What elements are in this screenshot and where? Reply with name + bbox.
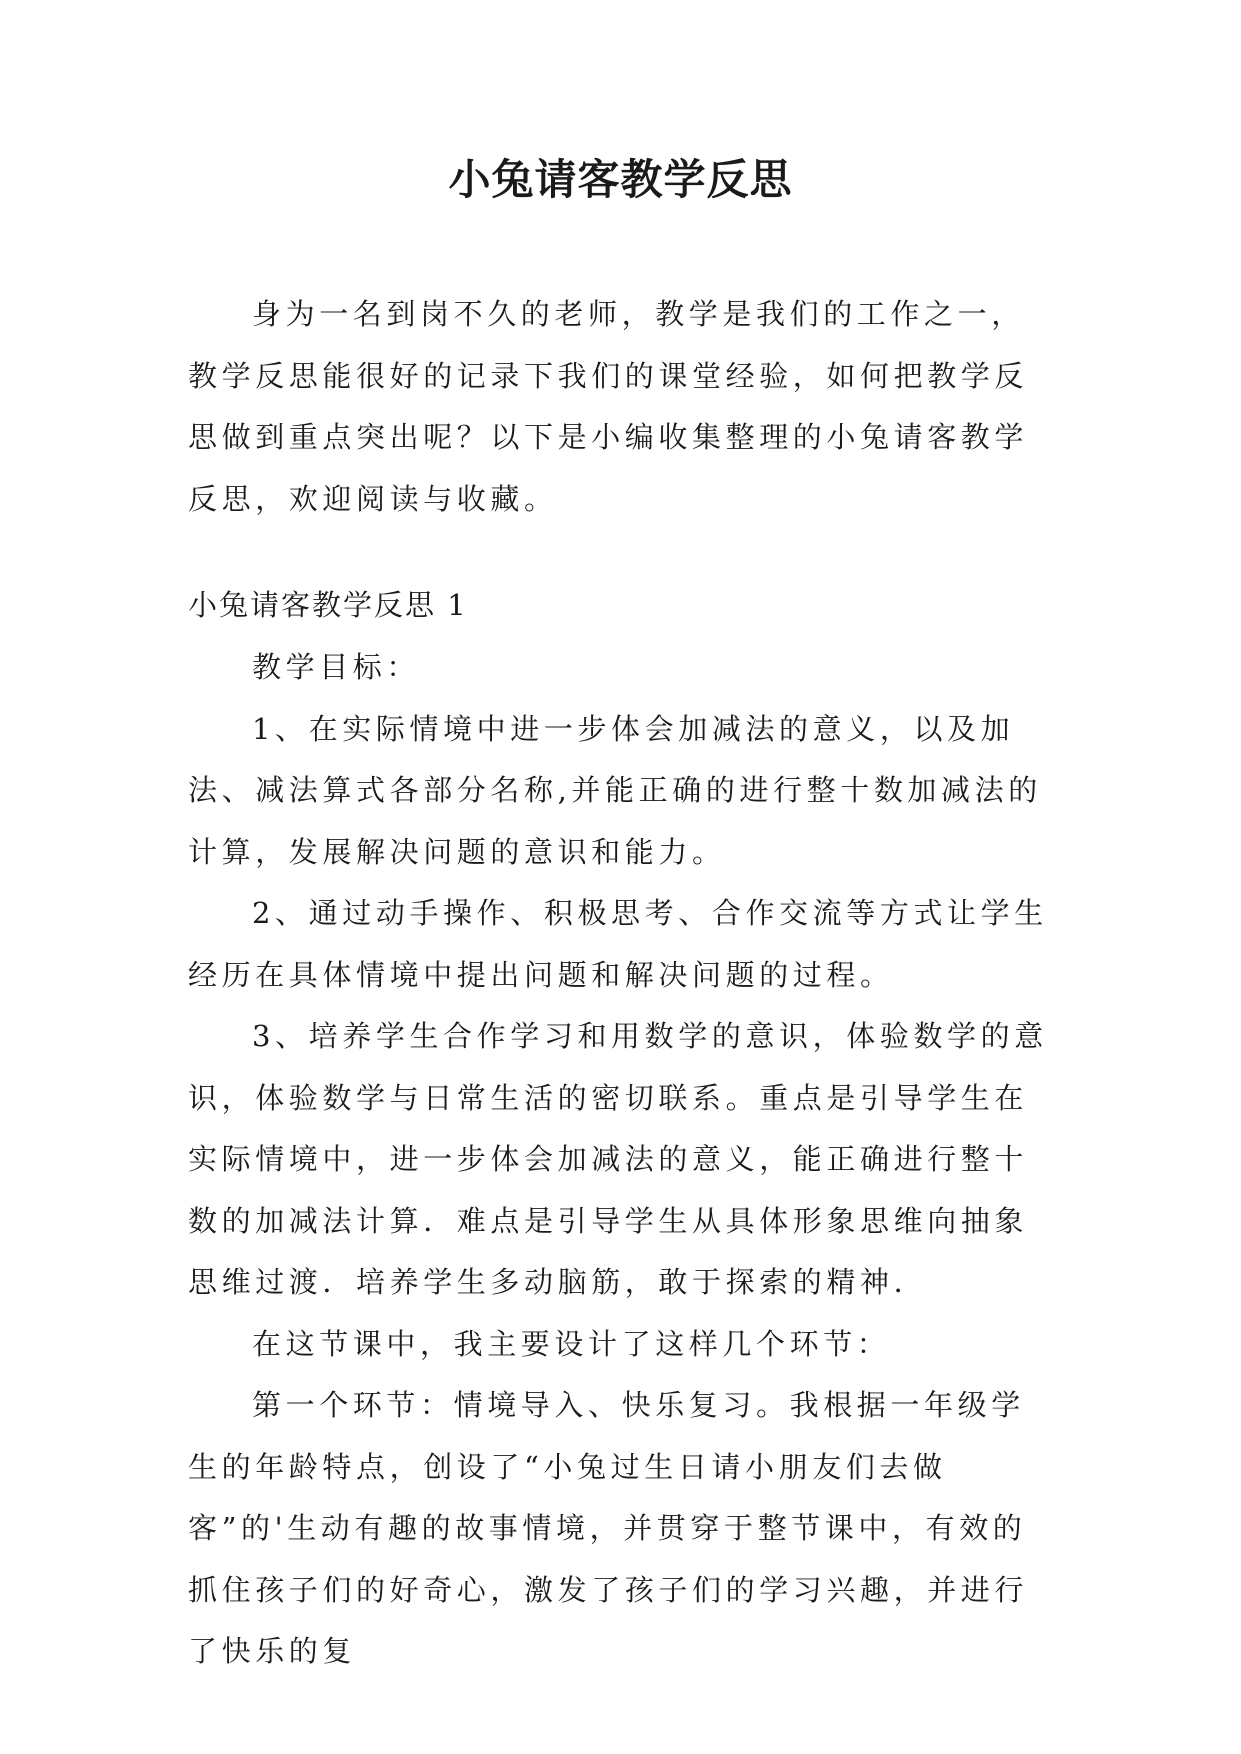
intro-paragraph: 身为一名到岗不久的老师，教学是我们的工作之一，教学反思能很好的记录下我们的课堂经验，如何把教学反思做到重点突出呢？以下是小编收集整理的小兔请客教学反思，欢迎阅读与收藏。: [188, 297, 1029, 516]
section-content: [188, 637, 1054, 1683]
paragraph-objective-3: 3、培养学生合作学习和用数学的意识，体验数学的意识，体验数学与日常生活的密切联系。重点是引导学生在实际情境中，进一步体会加减法的意义，能正确进行整十数的加减法计算．难点是引导学生从具体形象思维向抽象思维过渡．培养学生多动脑筋，敢于探索的精神．: [188, 1019, 1048, 1299]
paragraph-objective-1: 1、在实际情境中进一步体会加减法的意义，以及加法、减法算式各部分名称,并能正确的进行整十数加减法的计算，发展解决问题的意识和能力。: [188, 711, 1042, 869]
paragraph-design-intro: 在这节课中，我主要设计了这样几个环节：: [252, 1326, 891, 1361]
paragraph-objectives-label: 教学目标：: [252, 650, 421, 684]
paragraph-step-1: 第一个环节：情境导入、快乐复习。我根据一年级学生的年龄特点，创设了“小兔过生日请小朋友们去做客”的'生动有趣的故事情境，并贯穿于整节课中，有效的抓住孩子们的好奇心，激发了孩子们的学习兴趣，并进行了快乐的复: [188, 1388, 1029, 1668]
document-title: 小兔请客教学反思: [448, 155, 793, 204]
section-heading: 小兔请客教学反思 1: [188, 588, 468, 622]
paragraph-objective-2: 2、通过动手操作、积极思考、合作交流等方式让学生经历在具体情境中提出问题和解决问题的过程。: [188, 896, 1048, 992]
